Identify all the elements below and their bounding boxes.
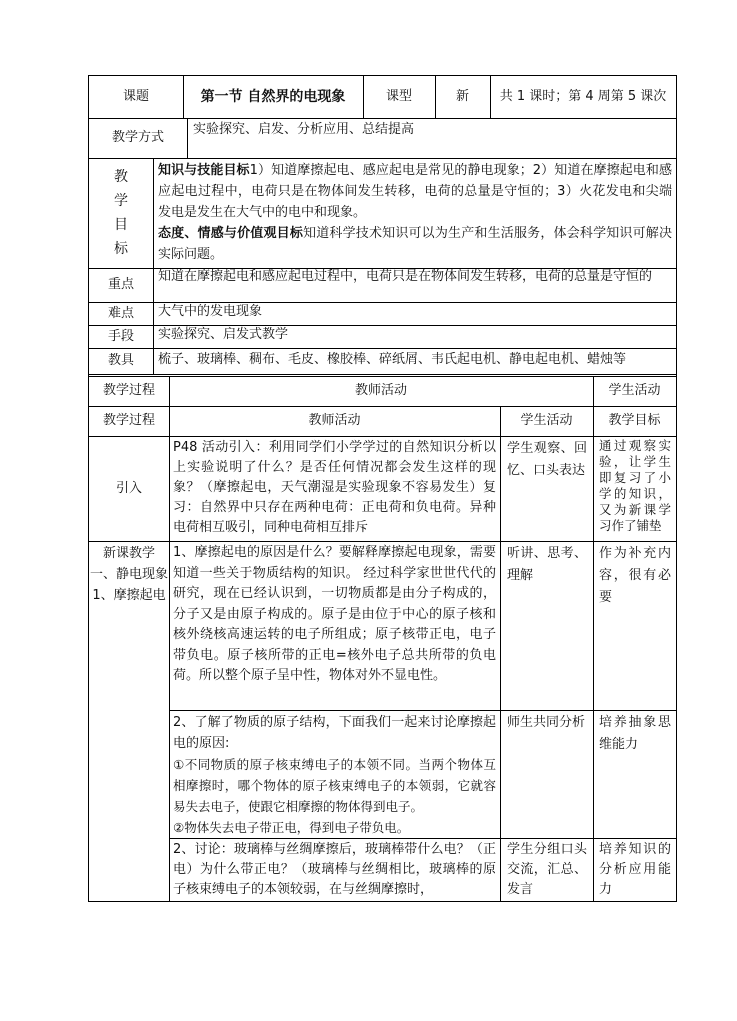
process-header-teacher: 教师活动 bbox=[354, 383, 407, 398]
difficulty-label: 难点 bbox=[107, 305, 134, 321]
title-value: 第一节 自然界的电现象 bbox=[200, 89, 346, 105]
tools-value: 梳子、玻璃棒、稠布、毛皮、橡胶棒、碎纸屑、韦氏起电机、静电起电机、蜡烛等 bbox=[158, 352, 627, 367]
grid-line bbox=[490, 75, 491, 118]
grid-line bbox=[153, 158, 154, 374]
grid-line bbox=[88, 541, 677, 542]
grid-line bbox=[676, 75, 677, 902]
goals-label-char: 学 bbox=[114, 193, 128, 209]
goals-label bbox=[89, 158, 153, 268]
row-intro-stage: 引入 bbox=[115, 480, 142, 496]
grid-line bbox=[363, 75, 364, 118]
means-value: 实验探究、启发式教学 bbox=[158, 327, 289, 342]
means-label: 手段 bbox=[107, 328, 134, 344]
process-header-student: 学生活动 bbox=[608, 383, 661, 398]
grid-line bbox=[88, 376, 677, 377]
row-intro-student: 学生观察、回忆、口头表达 bbox=[507, 441, 587, 478]
method-value: 实验探究、启发、分析应用、总结提高 bbox=[193, 122, 415, 137]
row-cause-teacher bbox=[169, 710, 500, 838]
row-new-stage bbox=[89, 543, 169, 708]
goal-attitude-text: 知道科学技术知识可以为生产和生活服务，体会科学知识可解决实际问题。 bbox=[158, 226, 672, 262]
grid-line bbox=[88, 901, 677, 902]
stage-line: 新课教学 bbox=[102, 546, 155, 561]
grid-line bbox=[435, 75, 436, 118]
grid-line bbox=[88, 158, 677, 159]
difficulty-value: 大气中的发电现象 bbox=[158, 304, 263, 319]
row-new-teacher: 1、摩擦起电的原因是什么？要解释摩擦起电现象，需要知道一些关于物质结构的知识。 经过科学家世世代代的研究，现在已经认识到，一切物质都是由分子构成的，分子又是由原子构成的。原子是由位于中心的原子核和核外绕核高速运转的电子所组成；原子核带正电，电子带负电。原子核所带的正电=核外电子总共所带的负电荷。所以整个原子呈中性，物体对外不显电性。 bbox=[173, 545, 496, 683]
row-intro-goal: 通过观察实验，让学生即复习了小学的知识，又为新课学习作了铺垫 bbox=[599, 438, 671, 533]
row-new-goal: 作为补充内容，很有必要 bbox=[599, 546, 671, 605]
key-point-value: 知道在摩擦起电和感应起电过程中，电荷只是在物体间发生转移，电荷的总量是守恒的 bbox=[158, 269, 653, 284]
goal-attitude-key: 态度、情感与价值观目标 bbox=[158, 226, 304, 241]
goal-knowledge-text: 1）知道摩擦起电、感应起电是常见的静电现象；2）知道在摩擦起电和感应起电过程中，电荷只是在物体间发生转移，电荷的总量是守恒的；3）火花发电和尖端发电是发生在大气中的电中和现象。 bbox=[158, 163, 672, 220]
sub-header-process: 教学过程 bbox=[102, 413, 155, 428]
title-label: 课题 bbox=[122, 89, 149, 104]
grid-line bbox=[88, 325, 677, 326]
goals-label-char: 标 bbox=[114, 241, 128, 257]
grid-line bbox=[88, 75, 89, 902]
grid-line bbox=[88, 268, 677, 269]
row-discuss-goal: 培养知识的分析应用能力 bbox=[599, 842, 671, 897]
goals-label-char: 目 bbox=[114, 217, 128, 233]
row-intro-teacher: P48 活动引入：利用同学们小学学过的自然知识分析以上实验说明了什么？是否任何情况都会发生这样的现象？（摩擦起电，天气潮湿是实验现象不容易发生）复习：自然界中只存在两种电荷：正电荷和负电荷。异种电荷相互吸引，同种电荷相互排斥 bbox=[173, 440, 496, 535]
sub-header-student: 学生活动 bbox=[520, 413, 573, 428]
key-point-label: 重点 bbox=[107, 277, 134, 292]
row-discuss-teacher: 2、讨论：玻璃棒与丝绸摩擦后，玻璃棒带什么电？（正电）为什么带正电？（玻璃棒与丝绸相比，玻璃棒的原子核束缚电子的本领较弱，在与丝绸摩擦时， bbox=[173, 842, 496, 897]
grid-line bbox=[169, 376, 170, 902]
goals-label-char: 教 bbox=[114, 169, 128, 185]
type-label: 课型 bbox=[385, 89, 412, 104]
grid-line bbox=[88, 302, 677, 303]
goal-knowledge-key: 知识与技能目标 bbox=[158, 163, 250, 178]
process-header-process: 教学过程 bbox=[102, 383, 155, 398]
grid-line bbox=[169, 710, 677, 711]
sub-header-teacher: 教师活动 bbox=[308, 413, 361, 428]
stage-line: 1、摩擦起电 bbox=[92, 588, 166, 603]
row-new-student: 听讲、思考、理解 bbox=[507, 546, 587, 583]
grid-line bbox=[169, 838, 677, 839]
goals-text bbox=[156, 160, 674, 268]
row-cause-goal: 培养抽象思维能力 bbox=[599, 715, 671, 752]
grid-line bbox=[183, 75, 184, 118]
cause-point-2: ②物体失去电子带正电，得到电子带负电。 bbox=[173, 820, 410, 835]
grid-line bbox=[88, 118, 677, 119]
grid-line bbox=[593, 376, 594, 902]
cause-intro: 2、了解了物质的原子结构，下面我们一起来讨论摩擦起电的原因: bbox=[173, 715, 496, 751]
type-value: 新 bbox=[455, 89, 469, 104]
sub-header-goal: 教学目标 bbox=[608, 413, 661, 428]
grid-line bbox=[500, 406, 501, 902]
cause-point-1: ①不同物质的原子核束缚电子的本领不同。当两个物体互相摩擦时，哪个物体的原子核束缚电子的本领弱，它就容易失去电子，使跟它相摩擦的物体得到电子。 bbox=[173, 757, 496, 814]
schedule: 共 1 课时；第 4 周第 5 课次 bbox=[499, 89, 667, 104]
stage-line: 一、静电现象 bbox=[89, 567, 168, 582]
row-discuss-student: 学生分组口头交流，汇总、发言 bbox=[507, 842, 587, 897]
grid-line bbox=[88, 436, 677, 437]
grid-line bbox=[88, 406, 677, 407]
grid-line bbox=[88, 374, 677, 375]
grid-line bbox=[88, 348, 677, 349]
row-cause-student: 师生共同分析 bbox=[507, 715, 586, 730]
method-label: 教学方式 bbox=[111, 130, 164, 145]
tools-label: 教具 bbox=[107, 353, 134, 368]
grid-line bbox=[187, 118, 188, 158]
grid-line bbox=[88, 75, 677, 76]
